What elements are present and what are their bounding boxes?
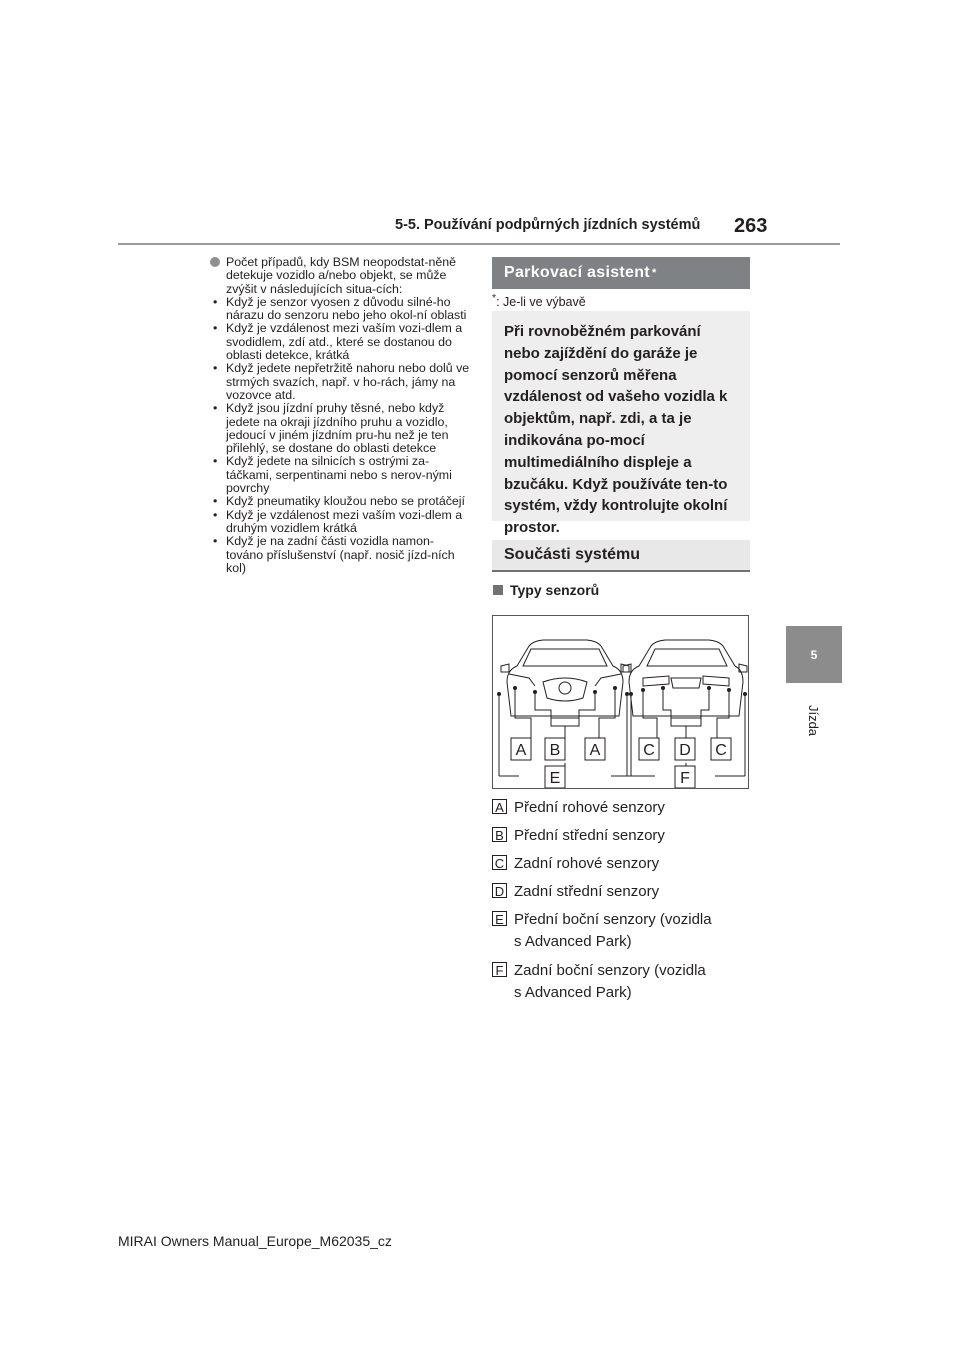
diagram-label-a2: A xyxy=(589,742,601,759)
list-item: • Když pneumatiky kloužou nebo se protáčejí xyxy=(210,495,470,508)
lead-paragraph xyxy=(210,256,470,296)
footnote-text: : Je-li ve výbavě xyxy=(496,295,586,310)
header-divider xyxy=(118,243,840,245)
legend-text: Zadní střední senzory xyxy=(514,883,660,900)
chapter-label xyxy=(776,690,852,750)
chapter-label-text: Jízda xyxy=(806,704,822,736)
footnote-asterisk: * xyxy=(492,293,497,304)
legend-key: A xyxy=(492,799,507,814)
legend-text: Zadní boční senzory (vozidla s Advanced Park) xyxy=(514,962,706,1001)
list-item: • Když je senzor vyosen z důvodu silné-ho nárazu do senzoru nebo jeho okol-ní oblasti xyxy=(210,296,470,323)
diagram-label-c1: C xyxy=(643,742,655,759)
car-sensors-illustration xyxy=(493,616,748,788)
list-item: • Když je vzdálenost mezi vaším vozi-dlem a druhým vozidlem krátká xyxy=(210,509,470,536)
left-column xyxy=(210,256,470,575)
legend-text: Přední boční senzory (vozidla s Advanced Park) xyxy=(514,911,712,950)
list-item: • Když je na zadní části vozidla namon-továno příslušenství (např. nosič jízd-ních kol) xyxy=(210,535,470,575)
legend-text: Zadní rohové senzory xyxy=(514,855,660,872)
footer-text: MIRAI Owners Manual_Europe_M62035_cz xyxy=(118,1233,392,1249)
intro-box: Při rovnoběžném parkování nebo zajíždění do garáže je pomocí senzorů měřena vzdálenost od vašeho vozidla k objektům, např. zdi, a ta je indikována po-mocí multimediálního displeje a bzučáku. Když používáte ten-to systém, vždy kontrolujte okolní prostor. xyxy=(492,311,750,521)
legend-key: D xyxy=(492,883,507,898)
diagram-label-c2: C xyxy=(715,742,727,759)
sensor-diagram xyxy=(492,615,749,789)
subheading-text: Typy senzorů xyxy=(510,582,600,598)
components-heading: Součásti systému xyxy=(492,540,750,572)
bullet-dot-icon xyxy=(210,257,220,267)
sensor-types-subheading xyxy=(493,582,599,598)
chapter-tab: 5 xyxy=(786,626,842,683)
diagram-label-a1: A xyxy=(515,742,527,759)
list-item: • Když je vzdálenost mezi vaším vozi-dlem a svodidlem, zdí atd., které se dostanou do oblasti detekce, krátká xyxy=(210,322,470,362)
list-item: • Když jedete nepřetržitě nahoru nebo dolů ve strmých svazích, např. v ho-rách, jámy na vozovce atd. xyxy=(210,362,470,402)
legend-key: E xyxy=(492,911,507,926)
footnote xyxy=(492,293,586,309)
section-header: 5-5. Používání podpůrných jízdních systémů xyxy=(395,217,701,233)
square-bullet-icon xyxy=(493,585,503,595)
page-number: 263 xyxy=(734,215,768,237)
diagram-label-d: D xyxy=(679,742,691,759)
diagram-label-b: B xyxy=(549,742,561,759)
situation-list xyxy=(210,296,470,575)
legend-text: Přední rohové senzory xyxy=(514,799,665,816)
legend-key: C xyxy=(492,855,507,870)
section-title: Parkovací asistent xyxy=(504,264,650,281)
list-item: • Když jedete na silnicích s ostrými za-táčkami, serpentinami nebo s nerov-nými povrchy xyxy=(210,455,470,495)
list-item: • Když jsou jízdní pruhy těsné, nebo když jedete na okraji jízdního pruhu a vozidlo, jedoucí v jiném jízdním pru-hu než je ten přilehlý, se dostane do oblasti detekce xyxy=(210,402,470,455)
legend-text: Přední střední senzory xyxy=(514,827,665,844)
section-title-box xyxy=(492,257,750,289)
legend-key: B xyxy=(492,827,507,842)
front-car-icon xyxy=(501,640,629,716)
lead-text: Počet případů, kdy BSM neopodstat-něně detekuje vozidlo a/nebo objekt, se může zvýšit v následujících situa-cích: xyxy=(226,255,457,296)
diagram-label-f: F xyxy=(680,770,690,787)
diagram-label-e: E xyxy=(549,770,561,787)
title-asterisk: * xyxy=(651,267,657,279)
legend-key: F xyxy=(492,962,507,977)
rear-car-icon xyxy=(623,640,747,716)
